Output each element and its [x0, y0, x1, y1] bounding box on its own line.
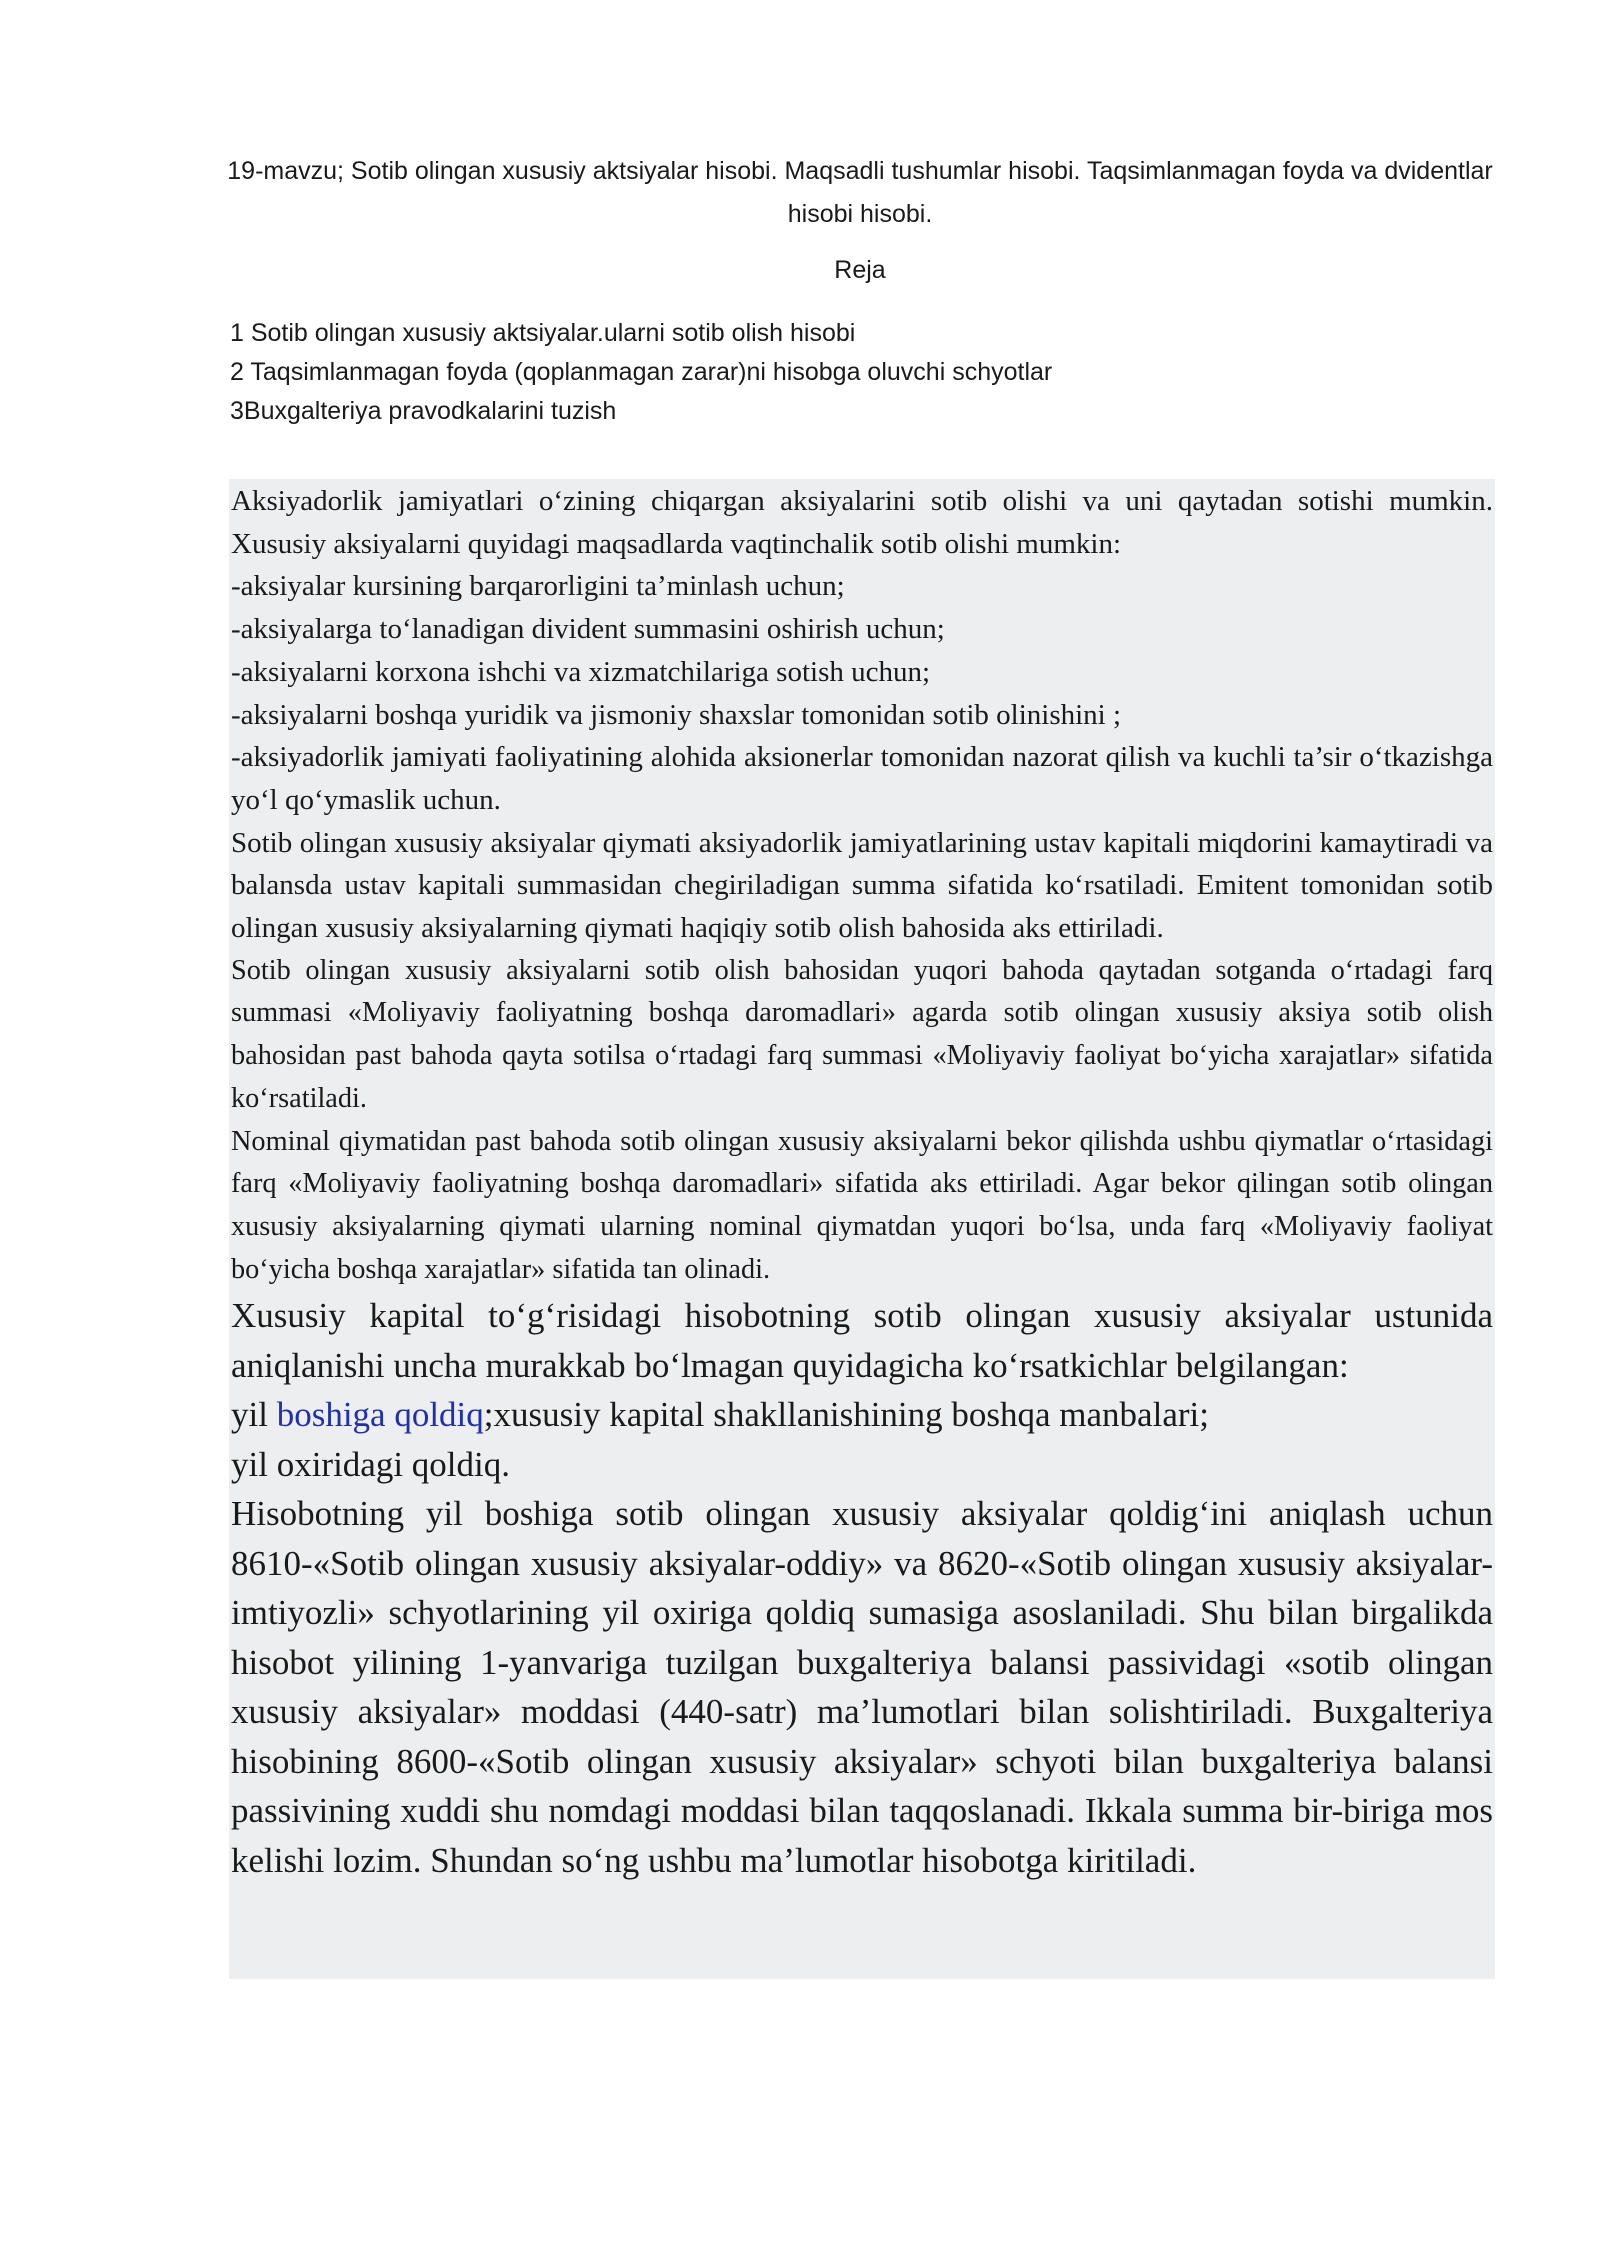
purpose-item: -aksiyalar kursining barqarorligini ta’minlash uchun; [231, 570, 845, 603]
plan-item: 2 Taqsimlanmagan foyda (qoplanmagan zarar)ni hisobga oluvchi schyotlar [230, 358, 1053, 386]
purpose-item: -aksiyadorlik jamiyati faoliyatining alohida aksionerlar tomonidan nazorat qilish va kuchli ta’sir o‘tkazishga yo‘l qo‘ymaslik uchun. [231, 741, 1493, 816]
plan-item: 3Buxgalteriya pravodkalarini tuzish [230, 397, 617, 425]
body-text [231, 480, 1493, 1885]
purpose-item: -aksiyalarni boshqa yuridik va jismoniy shaxslar tomonidan sotib olinishini ; [231, 698, 1122, 731]
purpose-item: -aksiyalarga to‘lanadigan divident summasini oshirish uchun; [231, 613, 945, 646]
plan-item: 1 Sotib olingan xususiy aktsiyalar.ularni sotib olish hisobi [230, 319, 856, 347]
paragraph-nominal: Nominal qiymatidan past bahoda sotib olingan xususiy aksiyalarni bekor qilishda ushbu qiymatlar o‘rtasidagi farq «Moliyaviy faoliyatning boshqa daromadlari» sifatida aks ettiriladi. Agar bekor qilingan sotib olingan xususiy aksiyalarning qiymati ularning nominal qiymatdan yuqori bo‘lsa, unda farq «Moliyaviy faoliyat bo‘yicha boshqa xarajatlar» sifatida tan olinadi. [231, 1125, 1493, 1285]
paragraph-share-value: Sotib olingan xususiy aksiyalar qiymati aksiyadorlik jamiyatlarining ustav kapitali miqdorini kamaytiradi va balansda ustav kapitali summasidan chegiriladigan summa sifatida ko‘rsatiladi. Emitent tomonidan sotib olingan xususiy aksiyalarning qiymati haqiqiy sotib olish bahosida aks ettiriladi. [231, 826, 1493, 945]
paragraph-equity-report: Xususiy kapital to‘g‘risidagi hisobotning sotib olingan xususiy aksiyalar ustunida aniqlanishi uncha murakkab bo‘lmagan quyidagicha ko‘rsatkichlar belgilangan: [231, 1296, 1493, 1385]
purpose-list [231, 565, 1493, 821]
paragraph-reconciliation: Hisobotning yil boshiga sotib olingan xususiy aksiyalar qoldig‘ini aniqlash uchun 8610-«Sotib olingan xususiy aksiyalar-oddiy» va 8620-«Sotib olingan xususiy aksiyalar-imtiyozli» schyotlarining yil oxiriga qoldiq sumasiga asoslaniladi. Shu bilan birgalikda hisobot yilining 1-yanvariga tuzilgan buxgalteriya balansi passividagi «sotib olingan xususiy aksiyalar» moddasi (440-satr) ma’lumotlari bilan solishtiriladi. Buxgalteriya hisobining 8600-«Sotib olingan xususiy aksiyalar» schyoti bilan buxgalteriya balansi passivining xuddi shu nomdagi moddasi bilan taqqoslanadi. Ikkala summa bir-biriga mos kelishi lozim. Shundan so‘ng ushbu ma’lumotlar hisobotga kiritiladi. [231, 1494, 1493, 1880]
paragraph-year-start [231, 1390, 1493, 1440]
purpose-item: -aksiyalarni korxona ishchi va xizmatchilariga sotish uchun; [231, 655, 931, 688]
paragraph-resale: Sotib olingan xususiy aksiyalarni sotib olish bahosidan yuqori bahoda qaytadan sotganda o‘rtadagi farq summasi «Moliyaviy faoliyatning boshqa daromadlari» agarda sotib olingan xususiy aksiya sotib olish bahosidan past bahoda qayta sotilsa o‘rtadagi farq summasi «Moliyaviy faoliyat bo‘yicha xarajatlar» sifatida ko‘rsatiladi. [231, 954, 1493, 1114]
paragraph-year-end: yil oxiridagi qoldiq. [231, 1444, 511, 1484]
year-start-prefix: yil [231, 1395, 277, 1435]
year-start-suffix: ;xususiy kapital shakllanishining boshqa manbalari; [483, 1395, 1209, 1435]
plan-list [230, 314, 1490, 431]
plan-heading: Reja [834, 256, 886, 284]
document-title: 19-mavzu; Sotib olingan xususiy aktsiyalar hisobi. Maqsadli tushumlar hisobi. Taqsimlanmagan foyda va dvidentlar hisobi hisobi. [227, 157, 1493, 228]
paragraph-intro: Aksiyadorlik jamiyatlari o‘zining chiqargan aksiyalarini sotib olishi va uni qaytadan sotishi mumkin. Xususiy aksiyalarni quyidagi maqsadlarda vaqtinchalik sotib olishi mumkin: [231, 485, 1493, 560]
year-start-link[interactable]: boshiga qoldiq [276, 1395, 484, 1435]
